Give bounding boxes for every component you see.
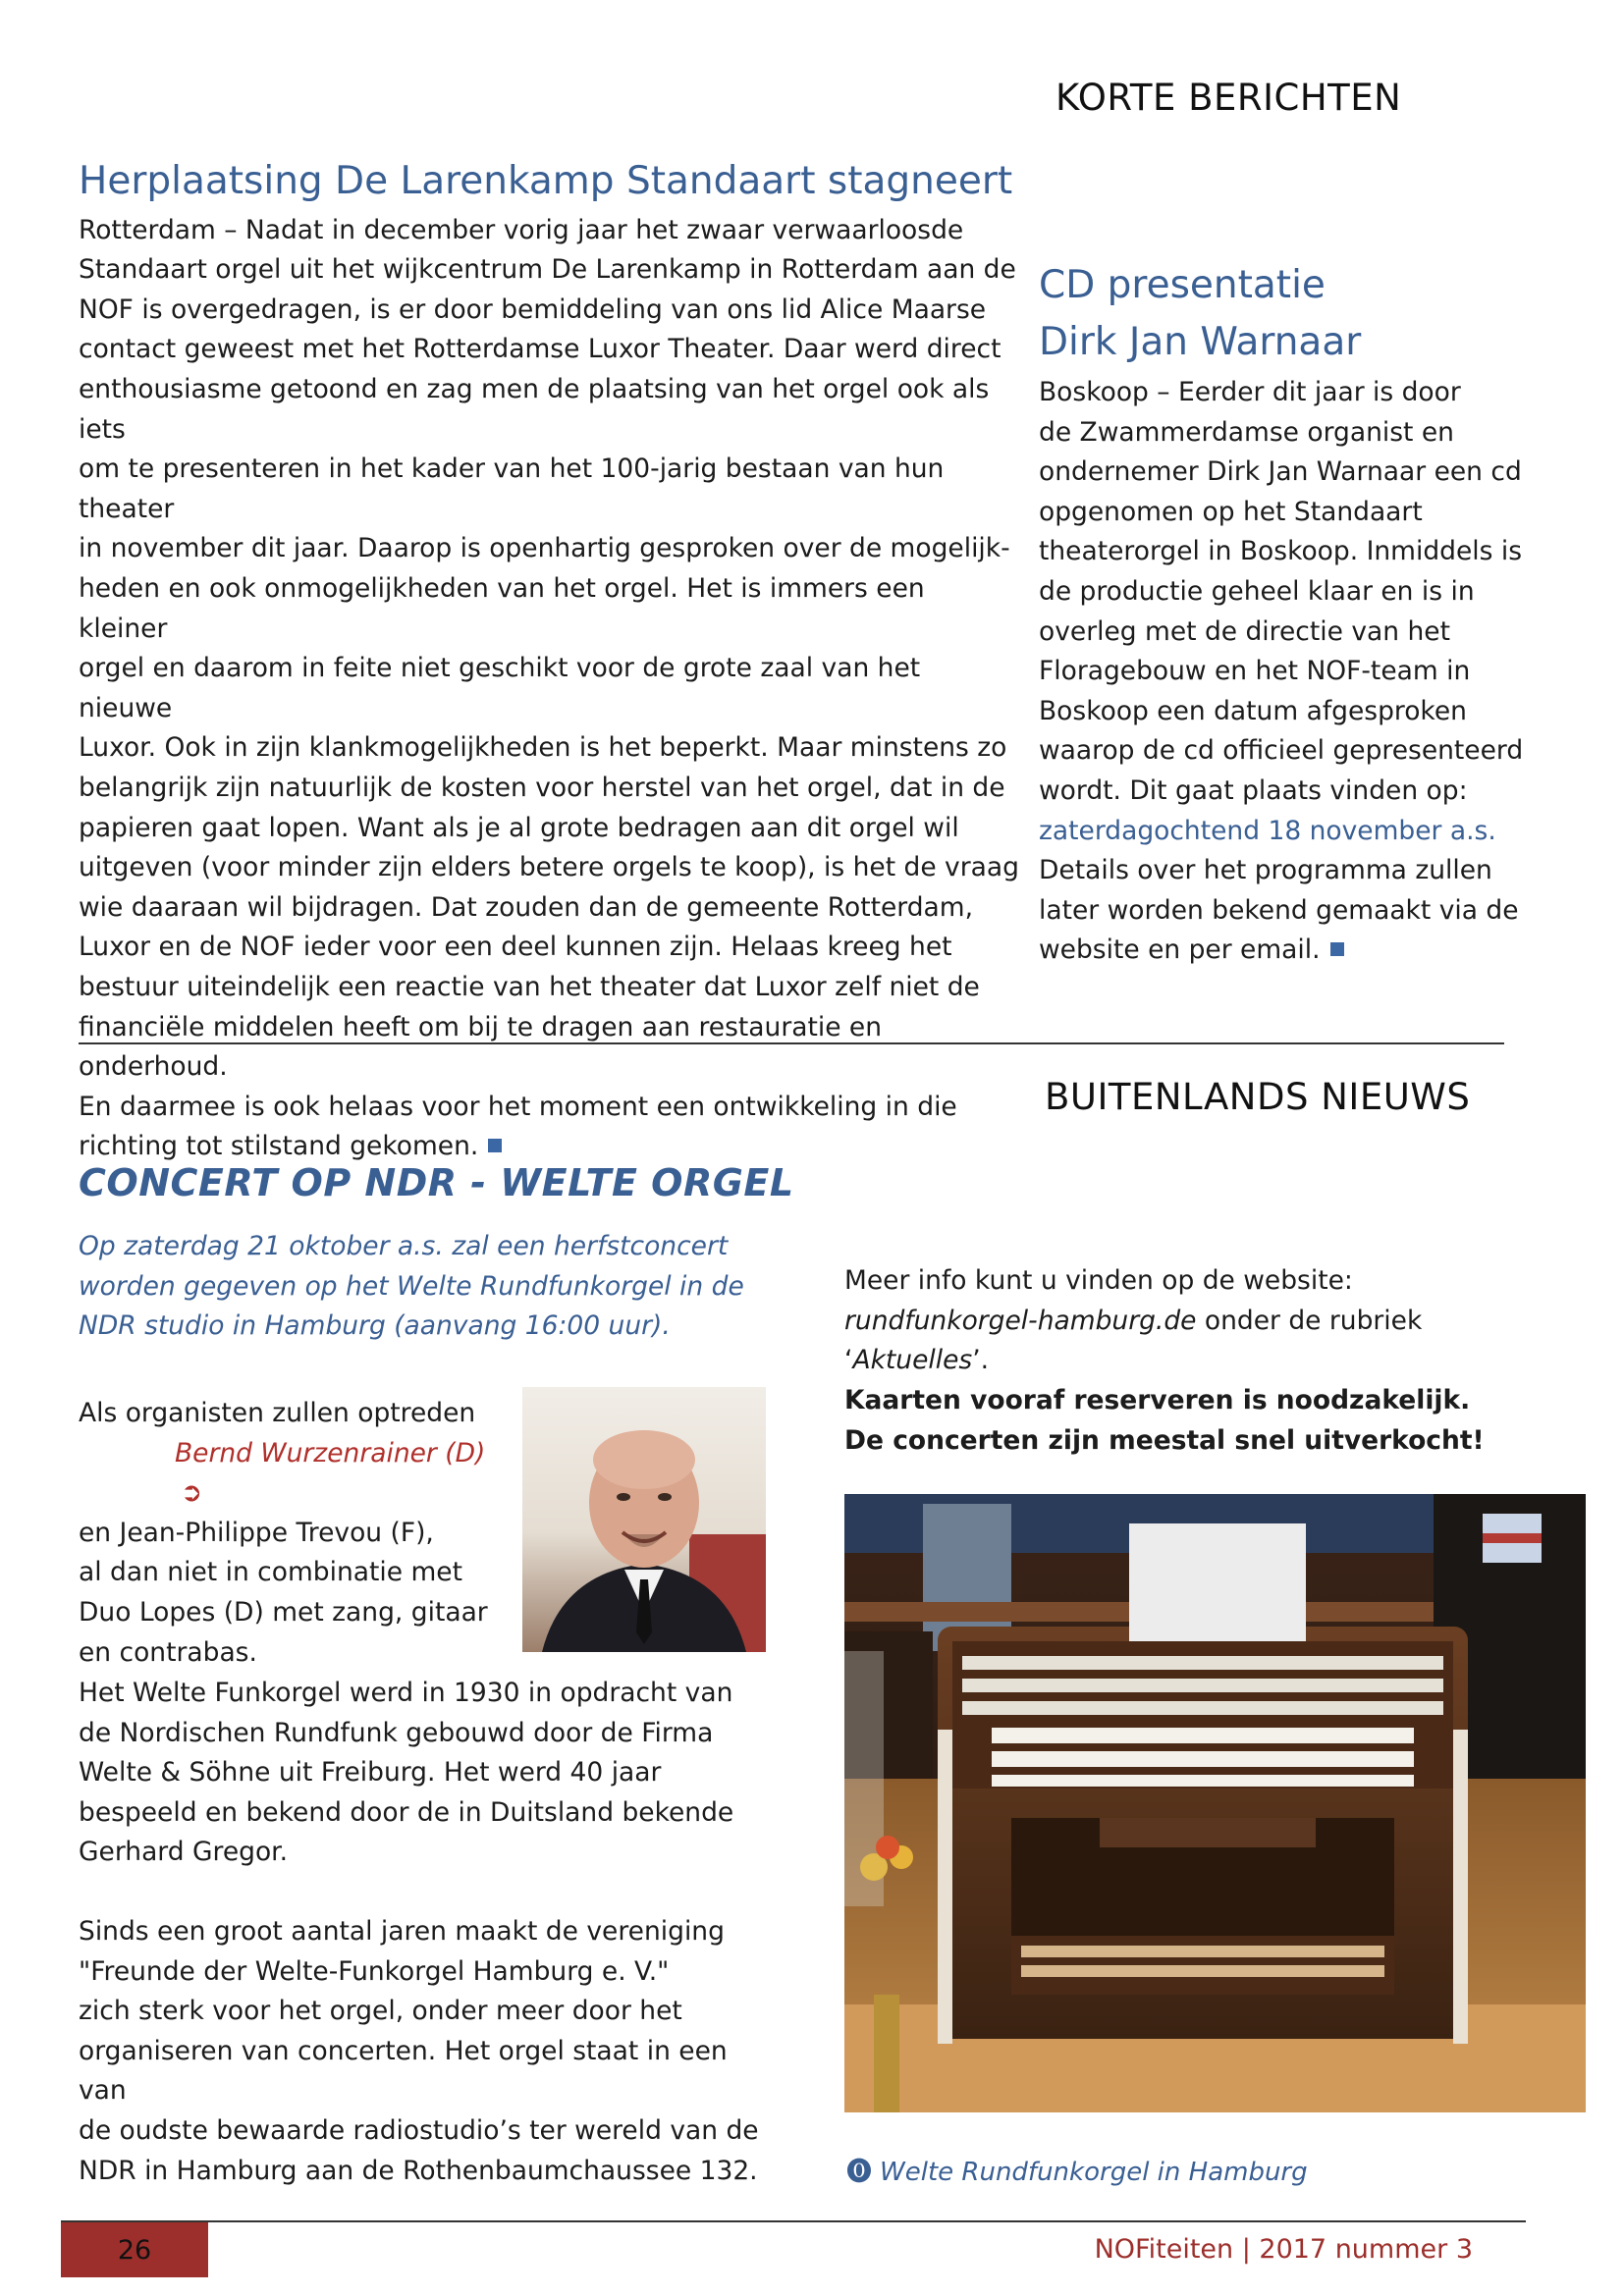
article-line: En daarmee is ook helaas voor het moment een ontwikkeling in die bbox=[79, 1091, 957, 1122]
history-line: bespeeld en bekend door de in Duitsland bekende bbox=[79, 1796, 734, 1828]
article-line: theaterorgel in Boskoop. Inmiddels is bbox=[1039, 536, 1523, 567]
intro-line: Op zaterdag 21 oktober a.s. zal een herfstconcert bbox=[79, 1231, 729, 1261]
article-line: financiële middelen heeft om bij te dragen aan restauratie en onderhoud. bbox=[79, 1011, 883, 1083]
article-line: papieren gaat lopen. Want als je al grote bedragen aan dit orgel wil bbox=[79, 812, 959, 843]
article-line: de Zwammerdamse organist en bbox=[1039, 416, 1454, 448]
concert-intro bbox=[79, 1227, 785, 1347]
article-line: wie daaraan wil bijdragen. Dat zouden dan de gemeente Rotterdam, bbox=[79, 891, 974, 923]
organists-line: en contrabas. bbox=[79, 1636, 257, 1668]
organ-photo bbox=[844, 1494, 1586, 2112]
article-line: overleg met de directie van het bbox=[1039, 615, 1450, 647]
section-header-buitenlands-nieuws: BUITENLANDS NIEUWS bbox=[1045, 1076, 1471, 1118]
article-line: Rotterdam – Nadat in december vorig jaar het zwaar verwaarloosde bbox=[79, 214, 964, 245]
history-line: Het Welte Funkorgel werd in 1930 in opdracht van bbox=[79, 1678, 733, 1708]
organists-line: en Jean-Philippe Trevou (F), bbox=[79, 1517, 434, 1548]
friends-line: NDR in Hamburg aan de Rothenbaumchaussee 132. bbox=[79, 2155, 758, 2186]
organist-name: Bernd Wurzenrainer (D) bbox=[175, 1437, 486, 1468]
article-line: Standaart orgel uit het wijkcentrum De Larenkamp in Rotterdam aan de bbox=[79, 254, 1016, 286]
section-divider bbox=[79, 1042, 1504, 1044]
organ-illustration bbox=[844, 1494, 1586, 2112]
organists-line: Duo Lopes (D) met zang, gitaar bbox=[79, 1596, 488, 1628]
article-line: in november dit jaar. Daarop is openhartig gesproken over de mogelijk- bbox=[79, 533, 1010, 564]
warning-line2: De concerten zijn meestal snel uitverkocht! bbox=[844, 1424, 1485, 1456]
article-line: wordt. Dit gaat plaats vinden op: bbox=[1039, 774, 1468, 806]
article-line: contact geweest met het Rotterdamse Luxor Theater. Daar werd direct bbox=[79, 334, 1001, 365]
article-line: Details over het programma zullen bbox=[1039, 855, 1492, 886]
arrow-right-icon: ➲ bbox=[181, 1477, 203, 1509]
warning-line1: Kaarten vooraf reserveren is noodzakelijk. bbox=[844, 1385, 1471, 1415]
info-mid-text: onder de rubriek ‘ bbox=[844, 1305, 1423, 1376]
friends-line: zich sterk voor het orgel, onder meer door het bbox=[79, 1996, 682, 2027]
article-line: Boskoop – Eerder dit jaar is door bbox=[1039, 377, 1461, 407]
article-body bbox=[1039, 373, 1549, 971]
website-link[interactable]: rundfunkorgel-hamburg.de bbox=[844, 1305, 1197, 1336]
article-line: Luxor. Ook in zijn klankmogelijkheden is het beperkt. Maar minstens zo bbox=[79, 732, 1007, 764]
article-line: enthousiasme getoond en zag men de plaatsing van het orgel ook als iets bbox=[79, 374, 990, 445]
article-line: heden en ook onmogelijkheden van het orgel. Het is immers een kleiner bbox=[79, 573, 925, 644]
portrait-photo bbox=[522, 1387, 766, 1652]
presentation-date: zaterdagochtend 18 november a.s. bbox=[1039, 815, 1496, 846]
article-cd-presentatie bbox=[1039, 257, 1549, 971]
friends-paragraph bbox=[79, 1912, 766, 2191]
article-line: waarop de cd officieel gepresenteerd bbox=[1039, 735, 1524, 767]
publication-title: NOFiteiten | 2017 nummer 3 bbox=[1094, 2234, 1473, 2265]
friends-line: de oudste bewaarde radiostudio’s ter wereld van de bbox=[79, 2114, 759, 2146]
page-number: 26 bbox=[117, 2234, 152, 2266]
article-line: Floragebouw en het NOF-team in bbox=[1039, 656, 1471, 687]
intro-line: NDR studio in Hamburg (aanvang 16:00 uur). bbox=[79, 1310, 671, 1342]
rubric-name: Aktuelles bbox=[852, 1345, 973, 1376]
organists-line: al dan niet in combinatie met bbox=[79, 1557, 462, 1588]
article-line: NOF is overgedragen, is er door bemiddeling van ons lid Alice Maarse bbox=[79, 294, 987, 325]
article-larenkamp bbox=[79, 157, 1021, 1167]
article-line: ondernemer Dirk Jan Warnaar een cd bbox=[1039, 456, 1522, 488]
organists-lines bbox=[79, 1514, 511, 1673]
caption-quote-icon: ⓿ bbox=[846, 2158, 873, 2187]
history-paragraph bbox=[79, 1674, 766, 1873]
article-line: later worden bekend gemaakt via de bbox=[1039, 894, 1519, 926]
article-line: uitgeven (voor minder zijn elders betere orgels te koop), is het de vraag bbox=[79, 852, 1019, 883]
article-line: om te presenteren in het kader van het 100-jarig bestaan van hun theater bbox=[79, 454, 945, 524]
history-line: Gerhard Gregor. bbox=[79, 1837, 289, 1868]
portrait-illustration bbox=[522, 1387, 766, 1652]
article-title-line2: Dirk Jan Warnaar bbox=[1039, 320, 1362, 364]
article-line: Boskoop een datum afgesproken bbox=[1039, 695, 1467, 726]
article-line: bestuur uiteindelijk een reactie van het theater dat Luxor zelf niet de bbox=[79, 971, 980, 1002]
organist-name-line bbox=[79, 1434, 511, 1514]
article-line: orgel en daarom in feite niet geschikt voor de grote zaal van het nieuwe bbox=[79, 653, 921, 723]
info-end-text: ’. bbox=[972, 1345, 990, 1376]
end-of-article-icon bbox=[488, 1139, 502, 1152]
article-title-line1: CD presentatie bbox=[1039, 263, 1326, 307]
footer-rule bbox=[61, 2220, 1526, 2222]
article-line: Luxor en de NOF ieder voor een deel kunnen zijn. Helaas kreeg het bbox=[79, 932, 952, 963]
page-number-badge bbox=[61, 2222, 208, 2277]
article-line: de productie geheel klaar en is in bbox=[1039, 575, 1475, 607]
info-block bbox=[844, 1261, 1551, 1381]
history-line: Welte & Söhne uit Freiburg. Het werd 40 jaar bbox=[79, 1757, 662, 1789]
friends-line: Sinds een groot aantal jaren maakt de vereniging bbox=[79, 1916, 725, 1947]
article-title bbox=[1039, 257, 1549, 371]
section-header-korte-berichten: KORTE BERICHTEN bbox=[1056, 77, 1402, 119]
reservation-warning bbox=[844, 1381, 1551, 1461]
organists-intro-line: Als organisten zullen optreden bbox=[79, 1398, 476, 1428]
info-line: Meer info kunt u vinden op de website: bbox=[844, 1265, 1353, 1296]
history-line: de Nordischen Rundfunk gebouwd door de Firma bbox=[79, 1717, 714, 1748]
intro-line: worden gegeven op het Welte Rundfunkorgel in de bbox=[79, 1270, 744, 1302]
article-line: belangrijk zijn natuurlijk de kosten voor herstel van het orgel, dat in de bbox=[79, 773, 1005, 803]
info-url-line bbox=[844, 1302, 1551, 1381]
article-line: website en per email. bbox=[1039, 931, 1549, 971]
caption-text: Welte Rundfunkorgel in Hamburg bbox=[880, 2158, 1308, 2187]
photo-caption bbox=[846, 2152, 1308, 2188]
article-line: richting tot stilstand gekomen. bbox=[79, 1127, 1021, 1167]
article-line: opgenomen op het Standaart bbox=[1039, 496, 1423, 527]
organists-block bbox=[79, 1394, 511, 1673]
end-of-article-icon bbox=[1330, 942, 1344, 956]
article-title: Herplaatsing De Larenkamp Standaart stagneert bbox=[79, 159, 1013, 203]
article-body bbox=[79, 211, 1021, 1167]
friends-line: organiseren van concerten. Het orgel staat in een van bbox=[79, 2035, 728, 2107]
article-title-concert: CONCERT OP NDR - WELTE ORGEL bbox=[79, 1161, 794, 1204]
friends-line: "Freunde der Welte-Funkorgel Hamburg e. V." bbox=[79, 1955, 670, 1987]
